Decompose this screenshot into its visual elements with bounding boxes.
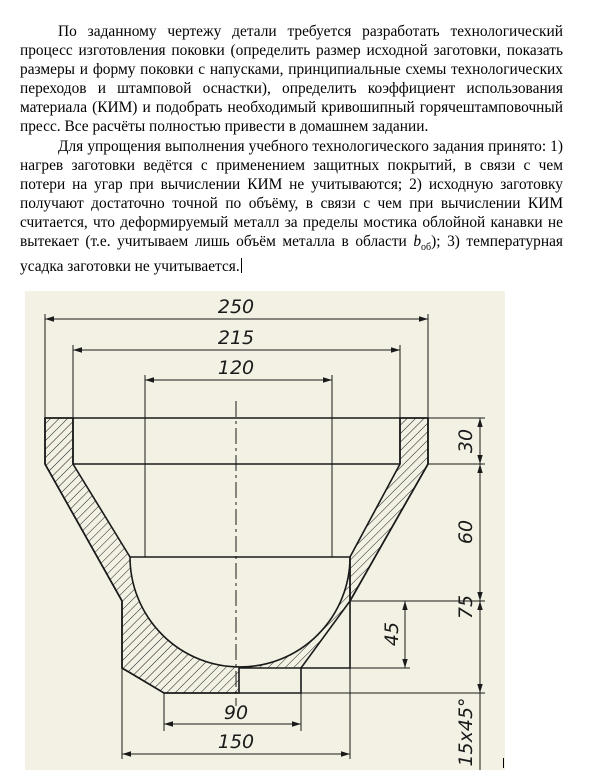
dim-label-250: 250 [217, 296, 255, 318]
text-cursor [241, 258, 242, 273]
task-text [20, 22, 563, 276]
dim-label-75: 75 [455, 594, 477, 620]
dim-label-60: 60 [455, 519, 477, 545]
bridge-width-subscript: об [421, 242, 432, 254]
assumptions-end: ); 3) температурная усадка заготовки не учитывается. [20, 233, 563, 276]
part-drawing [25, 291, 505, 770]
dim-label-90: 90 [223, 702, 249, 724]
dim-label-120: 120 [217, 357, 255, 379]
dim-label-30: 30 [455, 428, 477, 454]
part-drawing-svg [25, 291, 505, 770]
dim-label-215: 215 [217, 327, 255, 349]
page-cursor-mark [503, 758, 504, 768]
dim-label-chamfer: 15x45° [455, 697, 477, 767]
assumptions-text: Для упрощения выполнения учебного технологического задания принято: 1) нагрев заготовки ведётся с применением защитных покрытий, в связи с чем потери на угар при вычислении КИМ не учитываются; 2) исходную заготовку получают достаточно точной по объёму, в связи с чем при вычислении КИМ считается, что деформируемый металл за пределы мостика облойной канавки не вытекает (т.е. учитываем лишь объём металла в области [20, 137, 563, 251]
paragraph-assumptions [20, 137, 563, 277]
bridge-width-symbol: b [413, 233, 422, 251]
dim-label-150: 150 [217, 731, 255, 753]
dim-label-45: 45 [381, 621, 403, 647]
paragraph-task: По заданному чертежу детали требуется разработать технологический процесс изготовления поковки (определить размер исходной заготовки, показать размеры и форму поковки с напусками, принципиальные схемы технологических переходов и штамповой оснастки), определить коэффициент использования материала (КИМ) и подобрать необходимый кривошипный горячештамповочный пресс. Все расчёты полностью привести в домашнем задании. [20, 23, 563, 136]
